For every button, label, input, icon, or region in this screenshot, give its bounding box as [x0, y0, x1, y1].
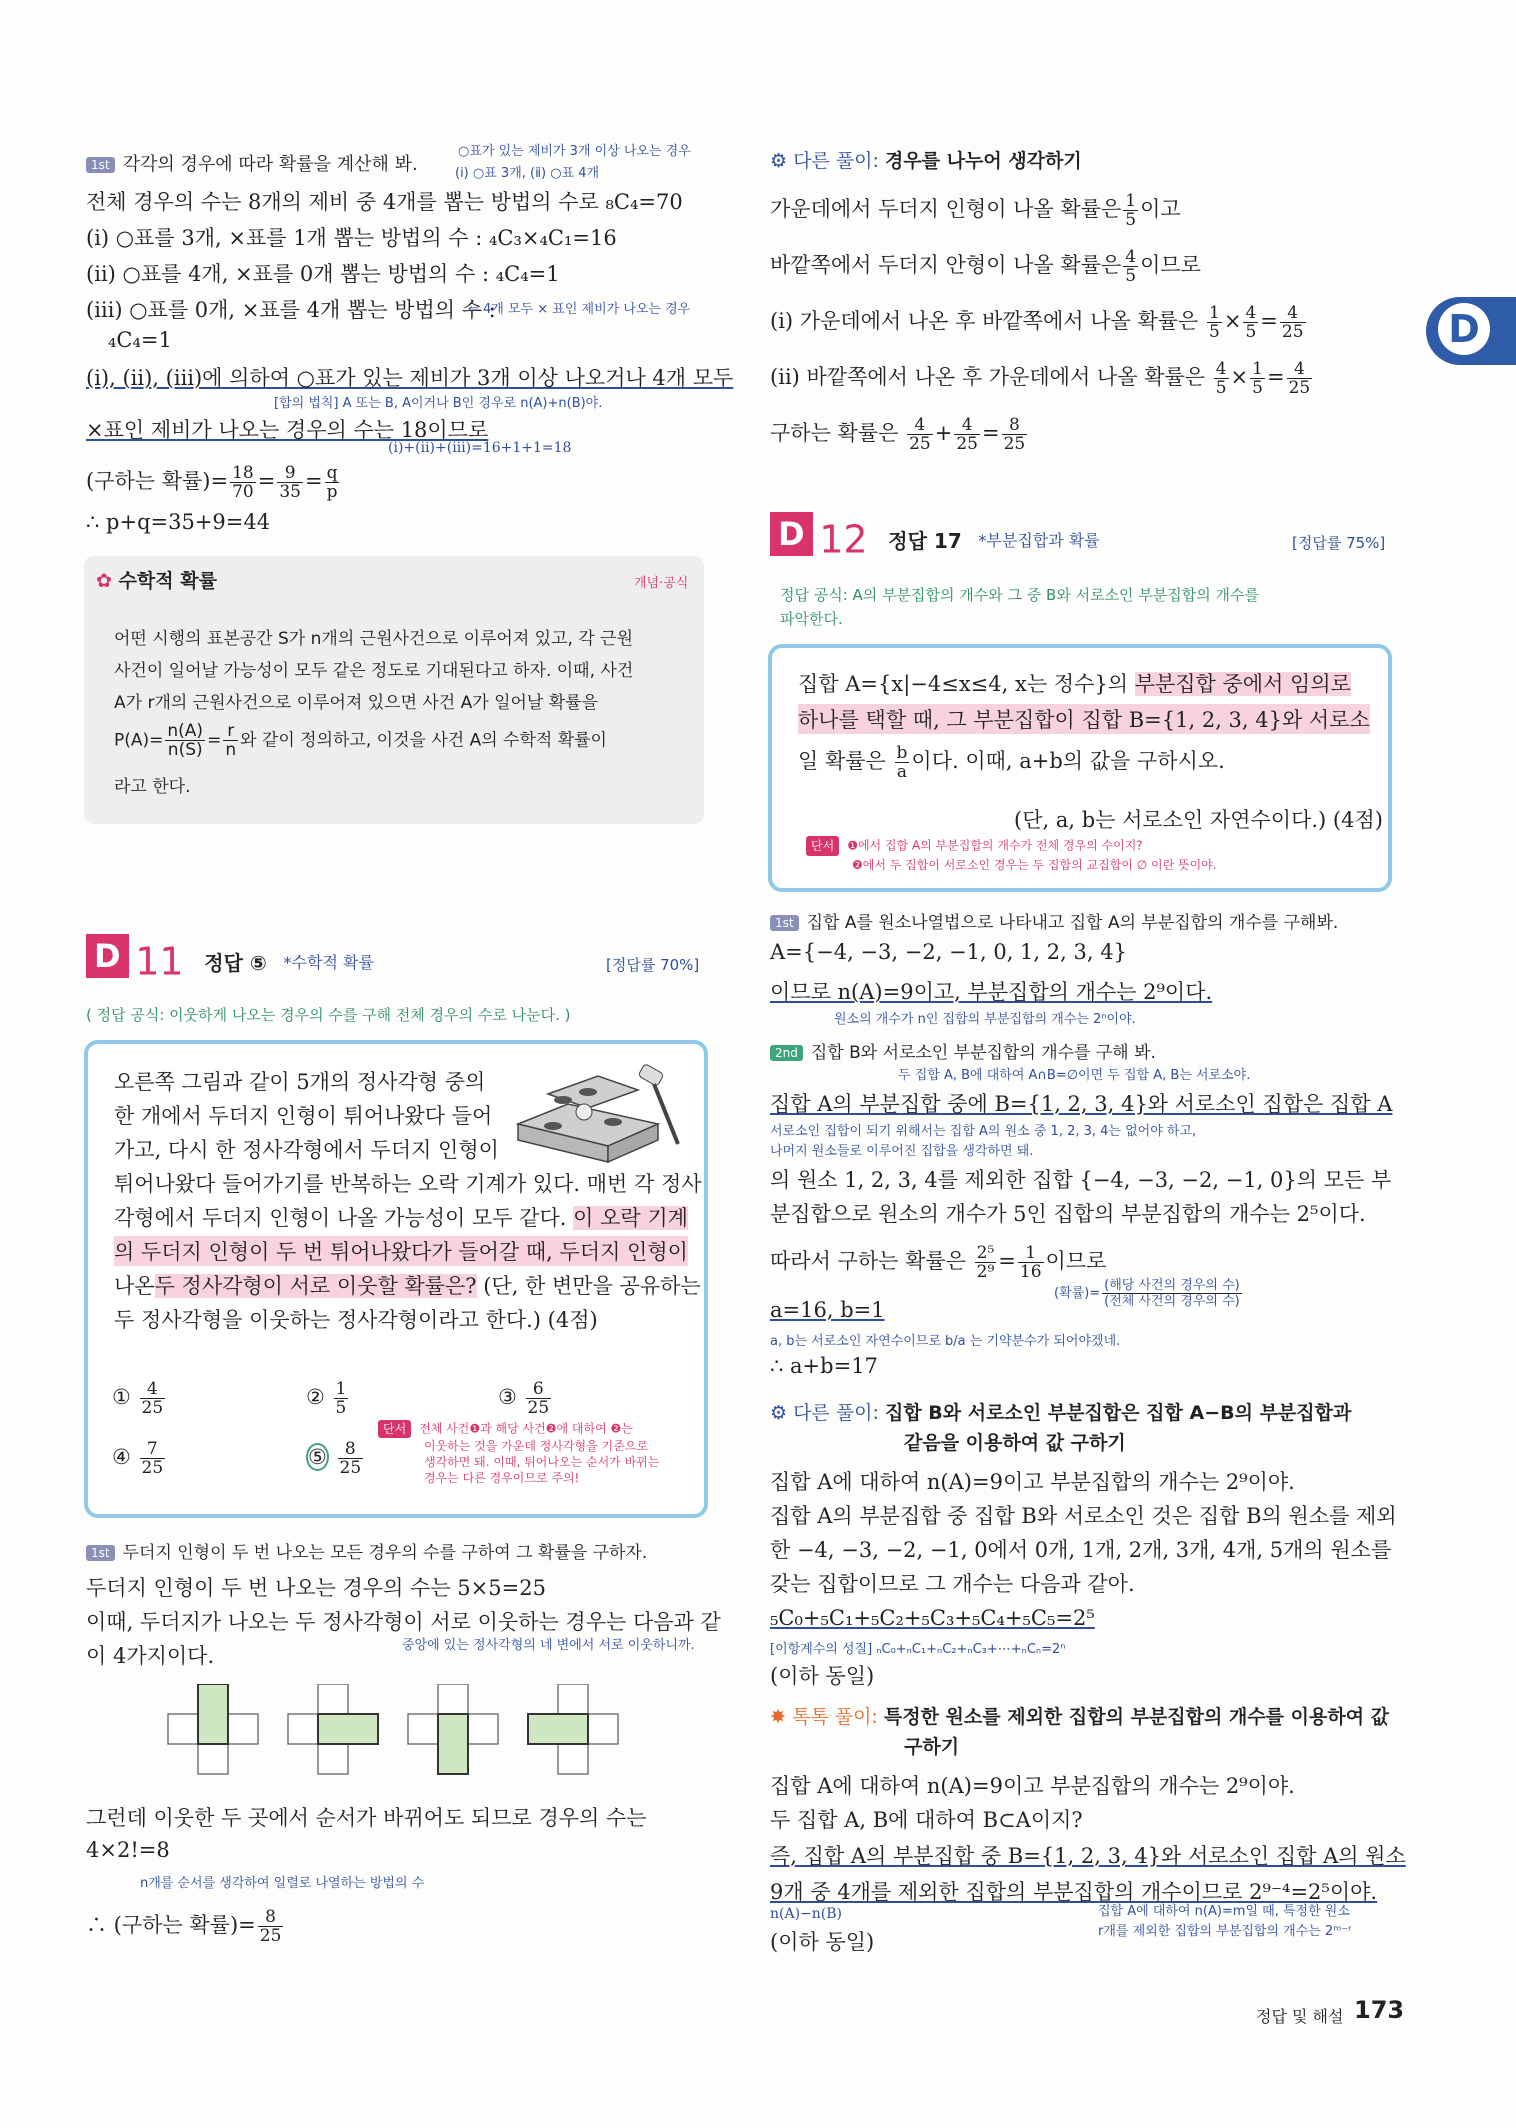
concept-text: A가 r개의 근원사건으로 이루어져 있으면 사건 A가 일어날 확률을: [114, 693, 599, 713]
step-line: 1st 두더지 인형이 두 번 나오는 모든 경우의 수를 구하여 그 확률을 구하자.: [86, 1538, 647, 1563]
section-tab: [1426, 297, 1516, 365]
note: (ⅰ) ○표 3개, (ⅱ) ○표 4개: [455, 166, 600, 181]
note: ○표가 있는 제비가 3개 이상 나오는 경우: [458, 144, 691, 159]
text-line: 그런데 이웃한 두 곳에서 순서가 바뀌어도 되므로 경우의 수는: [86, 1806, 647, 1830]
note: (ⅰ)+(ⅱ)+(ⅲ)=16+1+1=18: [388, 440, 572, 456]
left-step1: 1st 각각의 경우에 따라 확률을 계산해 봐.: [86, 150, 418, 176]
alt-solution-header: 구하기: [904, 1736, 960, 1758]
rate: [정답률 75%]: [1292, 534, 1386, 552]
text-line: 의 원소 1, 2, 3, 4를 제외한 집합 {−4, −3, −2, −1, 0}의 모든 부: [770, 1168, 1392, 1192]
adjacent-cases-figure: [160, 1684, 640, 1784]
result-line: ∴ p+q=35+9=44: [86, 510, 271, 534]
problem-text: 오른쪽 그림과 같이 5개의 정사각형 중의: [114, 1070, 486, 1094]
problem-header-d11: D 11 정답 ⑤ *수학적 확률: [86, 934, 374, 984]
note: 원소의 개수가 n인 집합의 부분집합의 개수는 2ⁿ이야.: [834, 1012, 1136, 1027]
note: 나머지 원소들로 이루어진 집합을 생각하면 돼.: [770, 1144, 1034, 1159]
text-line: 바깥쪽에서 두더지 안형이 나올 확률은 $\frac{4}{5}$ 이므로: [770, 247, 1201, 286]
text-line: ₅C₀+₅C₁+₅C₂+₅C₃+₅C₄+₅C₅=2⁵: [770, 1606, 1095, 1630]
text-line: (ⅱ) 바깥쪽에서 나온 후 가운데에서 나올 확률은 $\frac{4}{5}$ × $\frac{1}{5}$ = $\frac{4}{25}$: [770, 359, 1311, 398]
alt-solution-header: ✸ 톡톡 풀이: 특정한 원소를 제외한 집합의 부분집합의 개수를 이용하여 값: [770, 1706, 1390, 1728]
text-line: (ⅰ) ○표를 3개, ×표를 1개 뽑는 방법의 수 : ₄C₃×₄C₁=16: [86, 226, 617, 250]
problem-text: 하나를 택할 때, 그 부분집합이 집합 B={1, 2, 3, 4}와 서로소: [798, 704, 1370, 734]
text-line: a=16, b=1: [770, 1298, 885, 1322]
text-line: 한 −4, −3, −2, −1, 0에서 0개, 1개, 2개, 3개, 4개, 5개의 원소를: [770, 1538, 1392, 1562]
answer-formula: 파악한다.: [780, 610, 843, 628]
result-line: ∴ (구하는 확률)= $\frac{8}{25}$: [86, 1907, 282, 1946]
probability-line: (구하는 확률)= $\frac{18}{70}$ = $\frac{9}{35}$ = $\frac{q}{p}$: [86, 463, 338, 502]
text-line: 집합 A에 대하여 n(A)=9이고 부분집합의 개수는 2⁹이야.: [770, 1470, 1295, 1494]
text-line: 따라서 구하는 확률은 $\frac{\text{2⁵}}{\text{2⁹}}$ = $\frac{1}{16}$ 이므로: [770, 1243, 1107, 1282]
choice-5[interactable]: ⑤ $\frac{8}{25}$: [308, 1439, 362, 1478]
step-line: 1st 집합 A를 원소나열법으로 나타내고 집합 A의 부분집합의 개수를 구해봐.: [770, 908, 1338, 933]
text-line: ₄C₄=1: [108, 328, 172, 352]
note: (확률)= $\frac{\text{(해당 사건의 경우의 수)}}{\text{(전체 사건의 경우의 수)}}$: [1054, 1278, 1240, 1309]
answer-formula: ( 정답 공식: 이웃하게 나오는 경우의 수를 구해 전체 경우의 수로 나눈다. ): [86, 1006, 571, 1024]
alt-solution-header: ⚙ 다른 풀이: 집합 B와 서로소인 부분집합은 집합 A−B의 부분집합과: [770, 1402, 1352, 1424]
hint: 단서 전체 사건❶과 해당 사건❷에 대하여 ❷는 이웃하는 것을 가운데 정사각형을 기준으로 생각하면 돼. 이때, 튀어나오는 순서가 바뀌는 경우는 다른 경우이므로 주의!: [378, 1420, 659, 1486]
footer-label: 정답 및 해설: [1256, 2007, 1344, 2026]
fraction: $\frac{18}{70}$: [232, 463, 254, 502]
note: a, b는 서로소인 자연수이므로 b/a 는 기약분수가 되어야겠네.: [770, 1334, 1121, 1349]
text-line: 4×2!=8: [86, 1838, 170, 1862]
text-line: 이 4가지이다.: [86, 1644, 215, 1668]
fraction: $\frac{9}{35}$: [279, 463, 301, 502]
problem-text: 나온두 정사각형이 서로 이웃할 확률은? (단, 한 변만을 공유하는: [114, 1274, 701, 1298]
note: 서로소인 집합이 되기 위해서는 집합 A의 원소 중 1, 2, 3, 4는 없어야 하고,: [770, 1124, 1197, 1139]
note: 중앙에 있는 정사각형의 네 변에서 서로 이웃하니까.: [402, 1638, 695, 1653]
text-line: 분집합으로 원소의 개수가 5인 집합의 부분집합의 개수는 2⁵이다.: [770, 1202, 1366, 1226]
rate: [정답률 70%]: [606, 956, 700, 974]
text-line: (ⅰ), (ⅱ), (ⅲ)에 의하여 ○표가 있는 제비가 3개 이상 나오거나 4개 모두: [86, 366, 734, 390]
problem-text: 한 개에서 두더지 인형이 튀어나왔다 들어: [114, 1104, 493, 1128]
problem-text: 의 두더지 인형이 두 번 튀어나왔다가 들어갈 때, 두더지 인형이: [114, 1236, 688, 1266]
choice-2[interactable]: ② $\frac{1}{5}$: [306, 1379, 347, 1418]
choice-4[interactable]: ④ $\frac{7}{25}$: [112, 1439, 164, 1478]
text-line: A={−4, −3, −2, −1, 0, 1, 2, 3, 4}: [770, 940, 1127, 964]
problem-text: 집합 A={x|−4≤x≤4, x는 정수}의 부분집합 중에서 임의로: [798, 672, 1351, 696]
text-line: 집합 A의 부분집합 중에 B={1, 2, 3, 4}와 서로소인 집합은 집합 A: [770, 1092, 1393, 1116]
answer-formula: 정답 공식: A의 부분집합의 개수와 그 중 B와 서로소인 부분집합의 개수를: [780, 586, 1260, 604]
concept-title: ✿ 수학적 확률: [96, 570, 217, 592]
concept-tag: 개념·공식: [634, 576, 689, 591]
concept-text: 어떤 시행의 표본공간 S가 n개의 근원사건으로 이루어져 있고, 각 근원: [114, 629, 633, 649]
note: r개를 제외한 집합의 부분집합의 개수는 2ᵐ⁻ʳ: [1098, 1924, 1352, 1939]
text-line: ×표인 제비가 나오는 경우의 수는 18이므로: [86, 418, 489, 442]
mole-machine-figure: [508, 1064, 684, 1174]
text-line: 전체 경우의 수는 8개의 제비 중 4개를 뽑는 방법의 수로 ₈C₄=70: [86, 190, 683, 214]
text-line: 이므로 n(A)=9이고, 부분집합의 개수는 2⁹이다.: [770, 980, 1213, 1004]
text-line: 구하는 확률은 $\frac{4}{25}$ + $\frac{4}{25}$ = $\frac{8}{25}$: [770, 415, 1026, 454]
problem-text: 일 확률은 $\frac{b}{a}$ 이다. 이때, a+b의 값을 구하시오.: [798, 743, 1225, 782]
concept-text: P(A)= $\frac{n(A)}{n(S)}$ = $\frac{r}{n}$ 와 같이 정의하고, 이것을 사건 A의 수학적 확률이: [114, 721, 607, 760]
text-line: 이때, 두더지가 나오는 두 정사각형이 서로 이웃하는 경우는 다음과 같: [86, 1610, 721, 1634]
text-line: (ⅲ) ○표를 0개, ×표를 4개 뽑는 방법의 수 :: [86, 298, 496, 322]
note: 두 집합 A, B에 대하여 A∩B=∅이면 두 집합 A, B는 서로소야.: [898, 1068, 1251, 1083]
problem-text: 두 정사각형을 이웃하는 정사각형이라고 한다.) (4점): [114, 1308, 598, 1332]
note: [이항계수의 성질] ₙC₀+ₙC₁+ₙC₂+ₙC₃+⋯+ₙCₙ=2ⁿ: [770, 1642, 1066, 1657]
fraction: $\frac{q}{p}$: [326, 463, 338, 502]
text-line: (ⅰ) 가운데에서 나온 후 바깥쪽에서 나올 확률은 $\frac{1}{5}$ × $\frac{4}{5}$ = $\frac{4}{25}$: [770, 303, 1304, 342]
problem-text: 튀어나왔다 들어가기를 반복하는 오락 기계가 있다. 매번 각 정사: [114, 1172, 702, 1196]
note: n(A)−n(B): [770, 1906, 843, 1922]
text-line: 9개 중 4개를 제외한 집합의 부분집합의 개수이므로 2⁹⁻⁴=2⁵이야.: [770, 1880, 1378, 1904]
step-line: 2nd 집합 B와 서로소인 부분집합의 개수를 구해 봐.: [770, 1038, 1156, 1063]
text-line: 갖는 집합이므로 그 개수는 다음과 같아.: [770, 1572, 1135, 1596]
note: 집합 A에 대하여 n(A)=m일 때, 특정한 원소: [1098, 1904, 1350, 1919]
problem-text: (단, a, b는 서로소인 자연수이다.) (4점): [1014, 808, 1383, 832]
page-number: 173: [1354, 1996, 1405, 2024]
text-line: (ⅱ) ○표를 4개, ×표를 0개 뽑는 방법의 수 : ₄C₄=1: [86, 262, 560, 286]
concept-text: 라고 한다.: [114, 777, 191, 797]
text-line: 즉, 집합 A의 부분집합 중 B={1, 2, 3, 4}와 서로소인 집합 A의 원소: [770, 1844, 1406, 1868]
text-line: 집합 A에 대하여 n(A)=9이고 부분집합의 개수는 2⁹이야.: [770, 1774, 1295, 1798]
problem-text: 각형에서 두더지 인형이 나올 가능성이 모두 같다. 이 오락 기계: [114, 1206, 688, 1230]
text-line: 두더지 인형이 두 번 나오는 경우의 수는 5×5=25: [86, 1576, 546, 1600]
choice-3[interactable]: ③ $\frac{6}{25}$: [498, 1379, 550, 1418]
section-tab-letter: D: [1438, 303, 1490, 355]
note: [합의 법칙] A 또는 B, A이거나 B인 경우로 n(A)+n(B)야.: [274, 396, 603, 411]
text-line: 가운데에서 두더지 인형이 나올 확률은 $\frac{1}{5}$ 이고: [770, 191, 1181, 230]
problem-header-d12: D 12 정답 17 *부분집합과 확률: [770, 512, 1100, 562]
concept-text: 사건이 일어날 가능성이 모두 같은 정도로 기대된다고 하자. 이때, 사건: [114, 661, 634, 681]
text-line: (이하 동일): [770, 1930, 875, 1954]
choice-1[interactable]: ① $\frac{4}{25}$: [112, 1379, 164, 1418]
alt-solution-header: ⚙ 다른 풀이: 경우를 나누어 생각하기: [770, 150, 1082, 172]
text-line: 집합 A의 부분집합 중 집합 B와 서로소인 것은 집합 B의 원소를 제외: [770, 1504, 1397, 1528]
hint: 단서 ❶에서 집합 A의 부분집합의 개수가 전체 경우의 수이지? ❷에서 두 집합이 서로소인 경우는 두 집합의 교집합이 ∅ 이란 뜻이야.: [806, 836, 1217, 874]
note: ⇐ 4개 모두 × 표인 제비가 나오는 경우: [468, 302, 691, 317]
problem-text: 가고, 다시 한 정사각형에서 두더지 인형이: [114, 1138, 499, 1162]
alt-solution-header: 같음을 이용하여 값 구하기: [904, 1432, 1126, 1454]
result-line: ∴ a+b=17: [770, 1354, 878, 1378]
note: n개를 순서를 생각하여 일렬로 나열하는 방법의 수: [140, 1876, 425, 1891]
text-line: (이하 동일): [770, 1664, 875, 1688]
text-line: 두 집합 A, B에 대하여 B⊂A이지?: [770, 1808, 1083, 1832]
